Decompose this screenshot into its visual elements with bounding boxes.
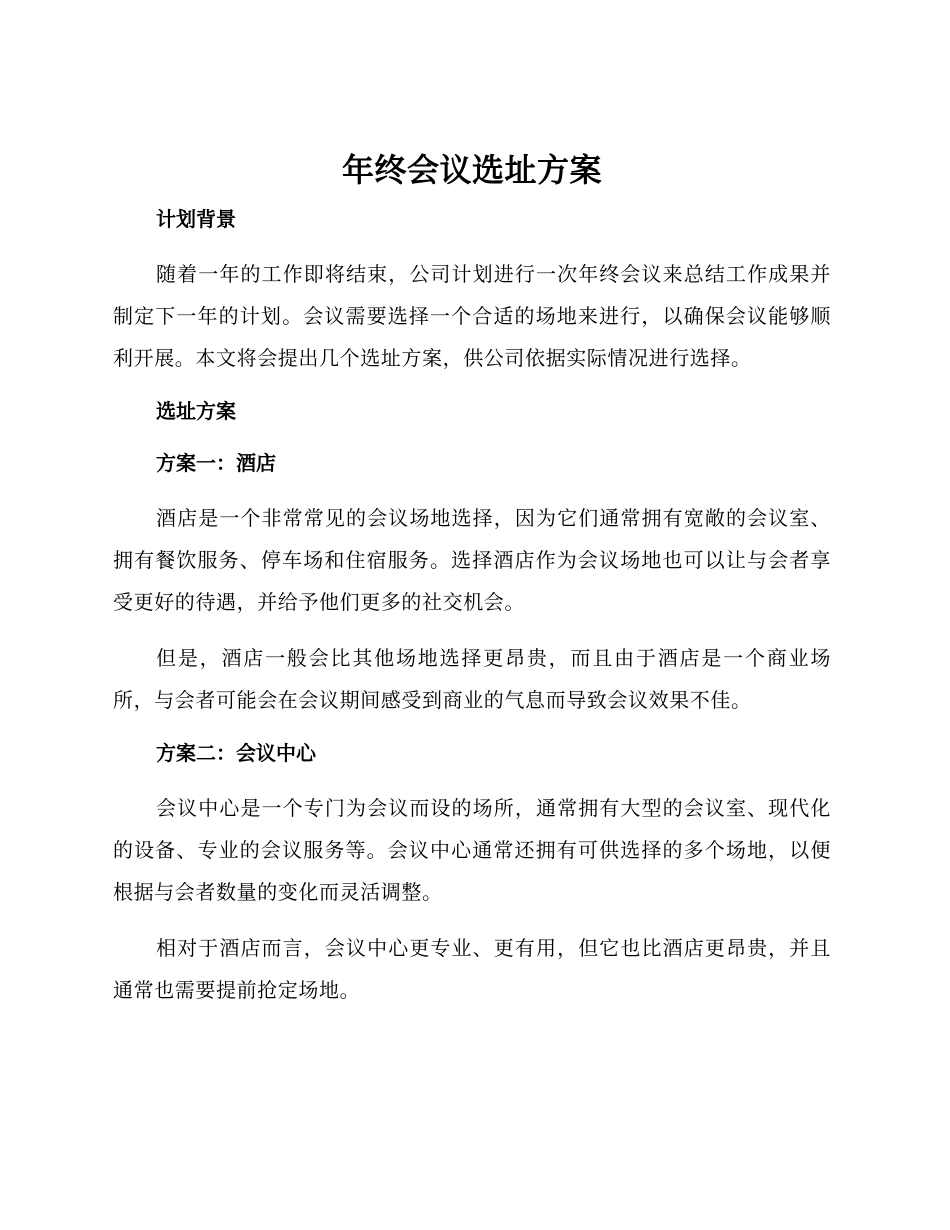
paragraph-option-one-2: 但是，酒店一般会比其他场地选择更昂贵，而且由于酒店是一个商业场所，与会者可能会在会议期间感受到商业的气息而导致会议效果不佳。 bbox=[113, 646, 831, 712]
paragraph-background: 随着一年的工作即将结束，公司计划进行一次年终会议来总结工作成果并制定下一年的计划。会议需要选择一个合适的场地来进行，以确保会议能够顺利开展。本文将会提出几个选址方案，供公司依据实际情况进行选择。 bbox=[113, 262, 831, 370]
document-title: 年终会议选址方案 bbox=[341, 151, 602, 189]
spacer bbox=[113, 721, 831, 733]
spacer bbox=[113, 379, 831, 391]
spacer bbox=[113, 239, 831, 253]
spacer bbox=[113, 913, 831, 927]
spacer bbox=[113, 431, 831, 443]
section-heading-option-two: 方案二：会议中心 bbox=[156, 741, 316, 765]
spacer bbox=[113, 623, 831, 637]
section-heading-background: 计划背景 bbox=[156, 207, 236, 231]
paragraph-option-one-1: 酒店是一个非常常见的会议场地选择，因为它们通常拥有宽敞的会议室、拥有餐饮服务、停车场和住宿服务。选择酒店作为会议场地也可以让与会者享受更好的待遇，并给予他们更多的社交机会。 bbox=[113, 506, 831, 614]
section-heading-options: 选址方案 bbox=[156, 399, 236, 423]
spacer bbox=[113, 773, 831, 787]
document-page bbox=[113, 145, 831, 1011]
paragraph-option-two-2: 相对于酒店而言，会议中心更专业、更有用，但它也比酒店更昂贵，并且通常也需要提前抢定场地。 bbox=[113, 936, 831, 1002]
paragraph-option-two-1: 会议中心是一个专门为会议而设的场所，通常拥有大型的会议室、现代化的设备、专业的会议服务等。会议中心通常还拥有可供选择的多个场地，以便根据与会者数量的变化而灵活调整。 bbox=[113, 796, 831, 904]
spacer bbox=[113, 483, 831, 497]
section-heading-option-one: 方案一：酒店 bbox=[156, 451, 276, 475]
